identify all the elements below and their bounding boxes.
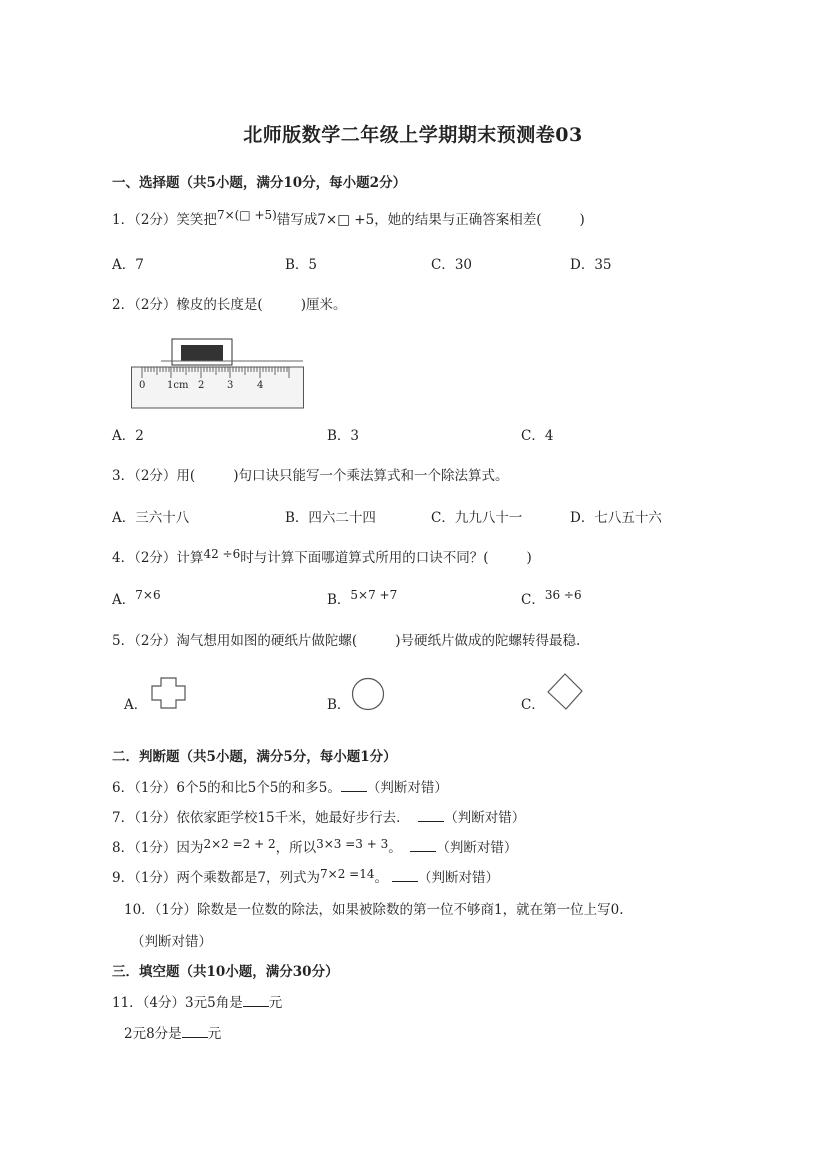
- q8-part-c: 。: [388, 840, 402, 856]
- q1-prefix: 1．（2分）笑笑把: [112, 212, 217, 228]
- q4-prefix: 4．（2分）计算: [112, 550, 204, 566]
- q7-answer-blank[interactable]: [418, 809, 444, 822]
- q4-option-a-expr: 7×6: [135, 588, 161, 602]
- q1-option-d[interactable]: D．35: [570, 257, 612, 273]
- q11-answer-blank-2[interactable]: [182, 1025, 208, 1038]
- q8-tail: （判断对错）: [436, 840, 518, 856]
- q7-tail: （判断对错）: [444, 810, 526, 826]
- q9-expr: 7×2 =14: [320, 867, 375, 881]
- question-3: [112, 464, 508, 484]
- ruler-label-0: 0: [139, 380, 146, 391]
- q2-end: )厘米。: [300, 297, 347, 313]
- q4-option-c-label: C．: [521, 592, 545, 608]
- q1-option-a[interactable]: A．7: [112, 257, 144, 273]
- cross-shape-icon: [151, 677, 187, 709]
- q3-option-a[interactable]: A．三六十八: [112, 510, 190, 526]
- q5-end: )号硬纸片做成的陀螺转得最稳.: [395, 633, 581, 649]
- q4-end: 时与计算下面哪道算式所用的口诀不同？(: [240, 550, 489, 566]
- q5-option-b[interactable]: B．: [327, 697, 351, 713]
- circle-shape-icon: [351, 677, 387, 711]
- question-5: [112, 629, 580, 649]
- q1-option-c[interactable]: C．30: [431, 257, 473, 273]
- question-8: [112, 836, 517, 856]
- q8-part-b: ，所以: [275, 840, 317, 856]
- q7-text: 7．（1分）依依家距学校15千米，她最好步行去．: [112, 810, 410, 826]
- question-1: [112, 208, 585, 228]
- q5-prefix: 5．（2分）淘气想用如图的硬纸片做陀螺(: [112, 633, 358, 649]
- q6-tail: （判断对错）: [366, 780, 448, 796]
- q6-answer-blank[interactable]: [341, 779, 367, 792]
- q4-option-b[interactable]: [327, 588, 397, 608]
- q4-option-b-expr: 5×7 +7: [350, 588, 398, 602]
- q5-option-a[interactable]: A．: [124, 697, 148, 713]
- q2-option-b[interactable]: B．3: [327, 428, 360, 444]
- q4-option-a-label: A．: [112, 592, 136, 608]
- q11-answer-blank-1[interactable]: [243, 994, 269, 1007]
- q4-option-b-label: B．: [327, 592, 351, 608]
- q9-part-a: 9．（1分）两个乘数都是7，列式为: [112, 870, 321, 886]
- ruler-label-3: 3: [227, 380, 234, 391]
- q4-expr: 42 ÷6: [203, 547, 241, 561]
- q2-option-a[interactable]: A．2: [112, 428, 144, 444]
- q2-option-c[interactable]: C．4: [521, 428, 554, 444]
- question-7: [112, 806, 525, 826]
- q10-tail: （判断对错）: [131, 934, 212, 950]
- question-6: [112, 776, 448, 796]
- q1-mid: 错写成7×□ +5，她的结果与正确答案相差(: [276, 212, 542, 228]
- q9-answer-blank[interactable]: [392, 869, 418, 882]
- q2-prefix: 2．（2分）橡皮的长度是(: [112, 297, 263, 313]
- q11-text: 11．（4分）3元5角是: [112, 995, 243, 1011]
- q1-option-b[interactable]: B．5: [285, 257, 318, 273]
- q5-option-c[interactable]: C．: [521, 697, 545, 713]
- q3-option-c[interactable]: C．九九八十一: [431, 510, 523, 526]
- q6-text: 6．（1分）6个5的和比5个5的和多5。: [112, 780, 341, 796]
- q8-answer-blank[interactable]: [410, 839, 436, 852]
- q4-option-c[interactable]: [521, 588, 582, 608]
- question-2: [112, 293, 346, 313]
- q4-close: ): [526, 550, 532, 566]
- q8-expr-1: 2×2 =2 + 2: [203, 837, 276, 851]
- q3-prefix: 3．（2分）用(: [112, 468, 196, 484]
- q9-tail: （判断对错）: [418, 870, 499, 886]
- q11-unit-2: 元: [207, 1026, 222, 1042]
- q11-text-2: 2元8分是: [124, 1026, 182, 1042]
- question-10: 10．（1分）除数是一位数的除法，如果被除数的第一位不够商1，就在第一位上写0.: [124, 902, 624, 918]
- diamond-shape-icon: [545, 672, 585, 712]
- page-title: 北师版数学二年级上学期期末预测卷03: [243, 124, 583, 146]
- ruler-label-4: 4: [257, 380, 264, 391]
- q8-part-a: 8．（1分）因为: [112, 840, 204, 856]
- section-heading-choice: 一、选择题（共5小题，满分10分，每小题2分）: [112, 175, 407, 191]
- question-4: [112, 546, 532, 566]
- q3-end: )句口诀只能写一个乘法算式和一个除法算式。: [233, 468, 509, 484]
- q11-unit: 元: [268, 995, 283, 1011]
- q8-expr-2: 3×3 =3 + 3: [316, 837, 389, 851]
- q4-option-c-expr: 36 ÷6: [544, 588, 582, 602]
- question-11: [112, 991, 282, 1011]
- q1-expr: 7×(□ +5): [216, 208, 277, 222]
- q9-part-b: 。: [374, 870, 388, 886]
- ruler-label-1: 1cm: [167, 380, 189, 391]
- question-11-part-2: [124, 1022, 221, 1042]
- question-9: [112, 866, 499, 886]
- section-heading-judge: 二．判断题（共5小题，满分5分，每小题1分）: [112, 749, 397, 765]
- q4-option-a[interactable]: [112, 588, 161, 608]
- section-heading-fill: 三．填空题（共10小题，满分30分）: [112, 964, 339, 980]
- ruler-label-2: 2: [198, 380, 205, 391]
- q1-end: ): [579, 212, 585, 228]
- q3-option-b[interactable]: B．四六二十四: [285, 510, 376, 526]
- q3-option-d[interactable]: D．七八五十六: [570, 510, 662, 526]
- ruler-figure: [131, 333, 306, 413]
